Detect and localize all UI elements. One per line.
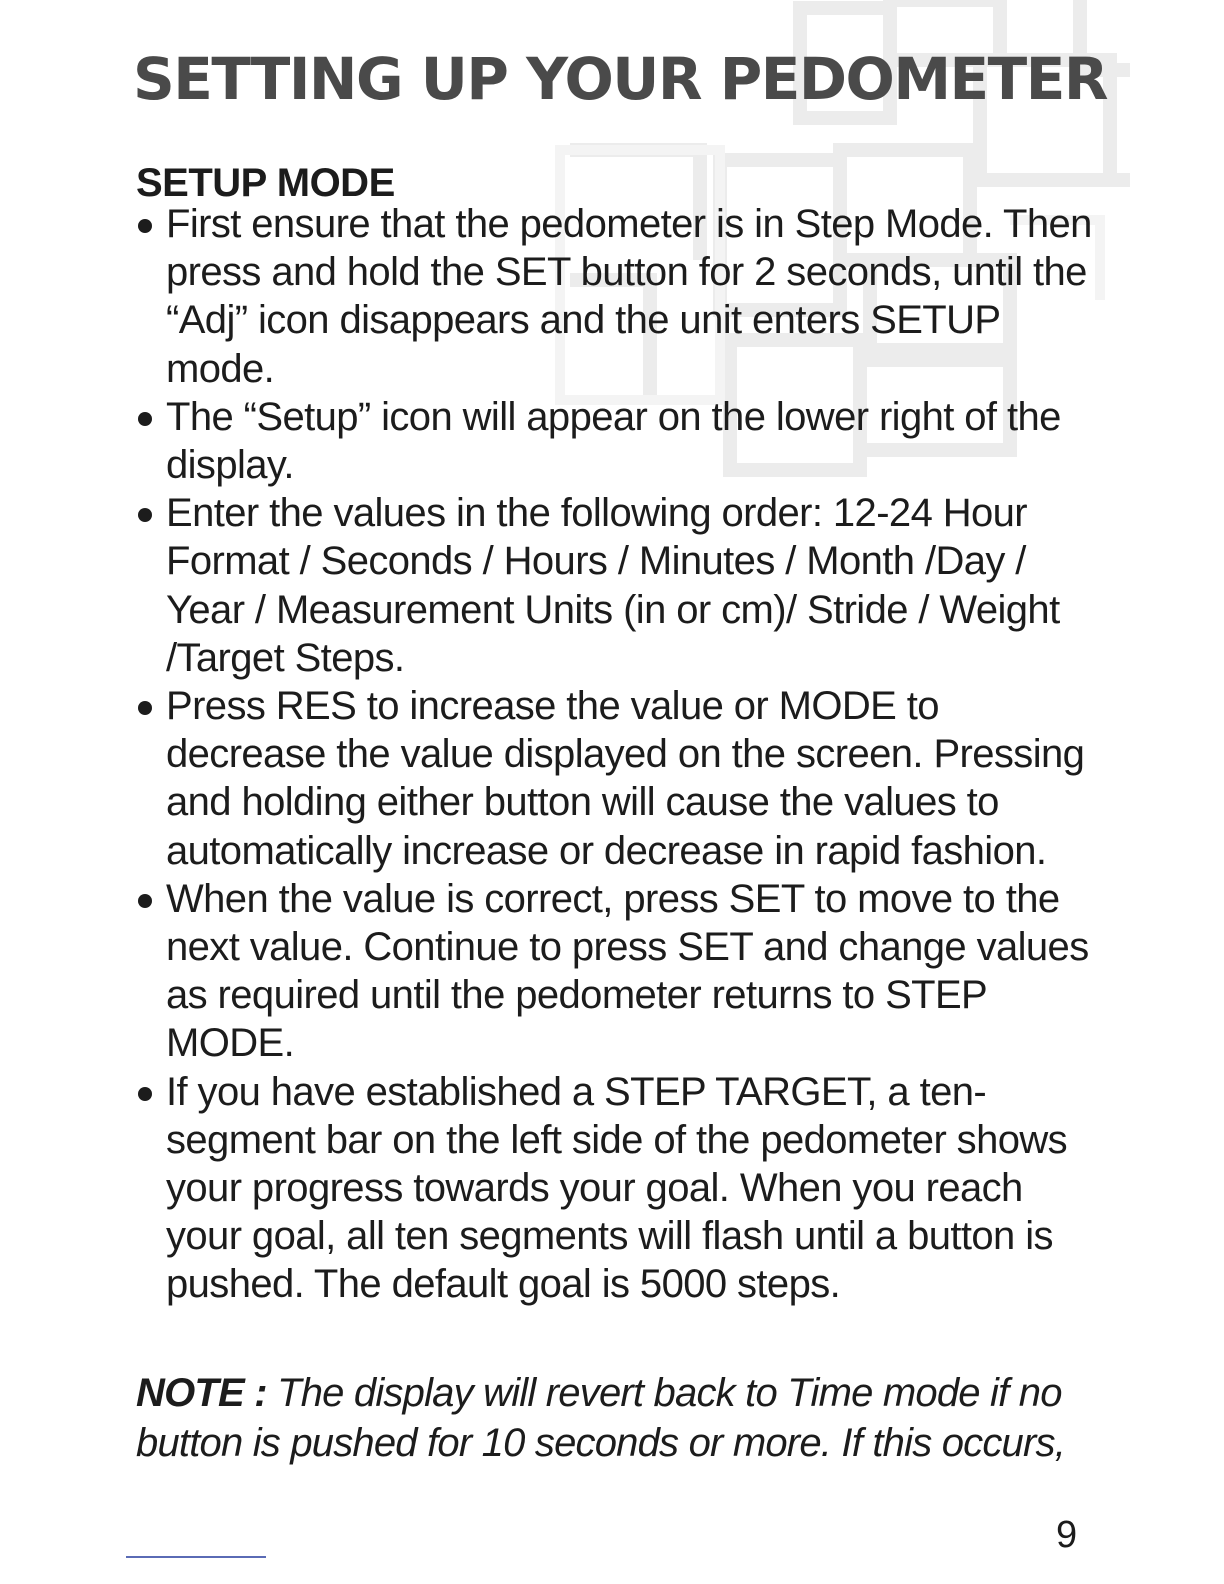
bullet-icon [138, 894, 152, 908]
bullet-icon [138, 412, 152, 426]
note-paragraph [136, 1368, 1096, 1468]
instruction-text: If you have established a STEP TARGET, a ten-segment bar on the left side of the pedometer shows your progress towards your goal. When you reach your goal, all ten segments will flash until a button is pushed. The default goal is 5000 steps. [166, 1069, 1068, 1307]
note-text: The display will revert back to Time mode if no button is pushed for 10 seconds or more. If this occurs, [136, 1371, 1066, 1465]
section-heading: SETUP MODE [136, 161, 395, 205]
note-label: NOTE : [136, 1371, 267, 1415]
instruction-item [136, 875, 1096, 1068]
page-number: 9 [1056, 1514, 1078, 1556]
instruction-text: When the value is correct, press SET to move to the next value. Continue to press SET and change values as required until the pedometer returns to STEP MODE. [166, 876, 1089, 1066]
instruction-text: The “Setup” icon will appear on the lower right of the display. [166, 394, 1061, 488]
instruction-list [136, 200, 1096, 1309]
page-title: SETTING UP YOUR PEDOMETER [133, 45, 1108, 113]
instruction-text: Enter the values in the following order: 12-24 Hour Format / Seconds / Hours / Minutes / Month /Day / Year / Measurement Units (in or cm)/ Stride / Weight /Target Steps. [166, 491, 1060, 680]
instruction-item [136, 489, 1096, 682]
instruction-text: First ensure that the pedometer is in Step Mode. Then press and hold the SET button for 2 seconds, until the “Adj” icon disappears and the unit enters SETUP mode. [166, 202, 1092, 391]
bullet-icon [138, 508, 152, 522]
bullet-icon [138, 219, 152, 233]
instruction-text: Press RES to increase the value or MODE to decrease the value displayed on the screen. Pressing and holding either button will cause the values to automatically increase or decrease in rapid fashion. [166, 684, 1085, 873]
instruction-item [136, 682, 1096, 875]
footer-rule [126, 1556, 266, 1558]
instruction-item [136, 1068, 1096, 1309]
instruction-item [136, 393, 1096, 489]
bullet-icon [138, 1087, 152, 1101]
bullet-icon [138, 701, 152, 715]
instruction-item [136, 200, 1096, 393]
